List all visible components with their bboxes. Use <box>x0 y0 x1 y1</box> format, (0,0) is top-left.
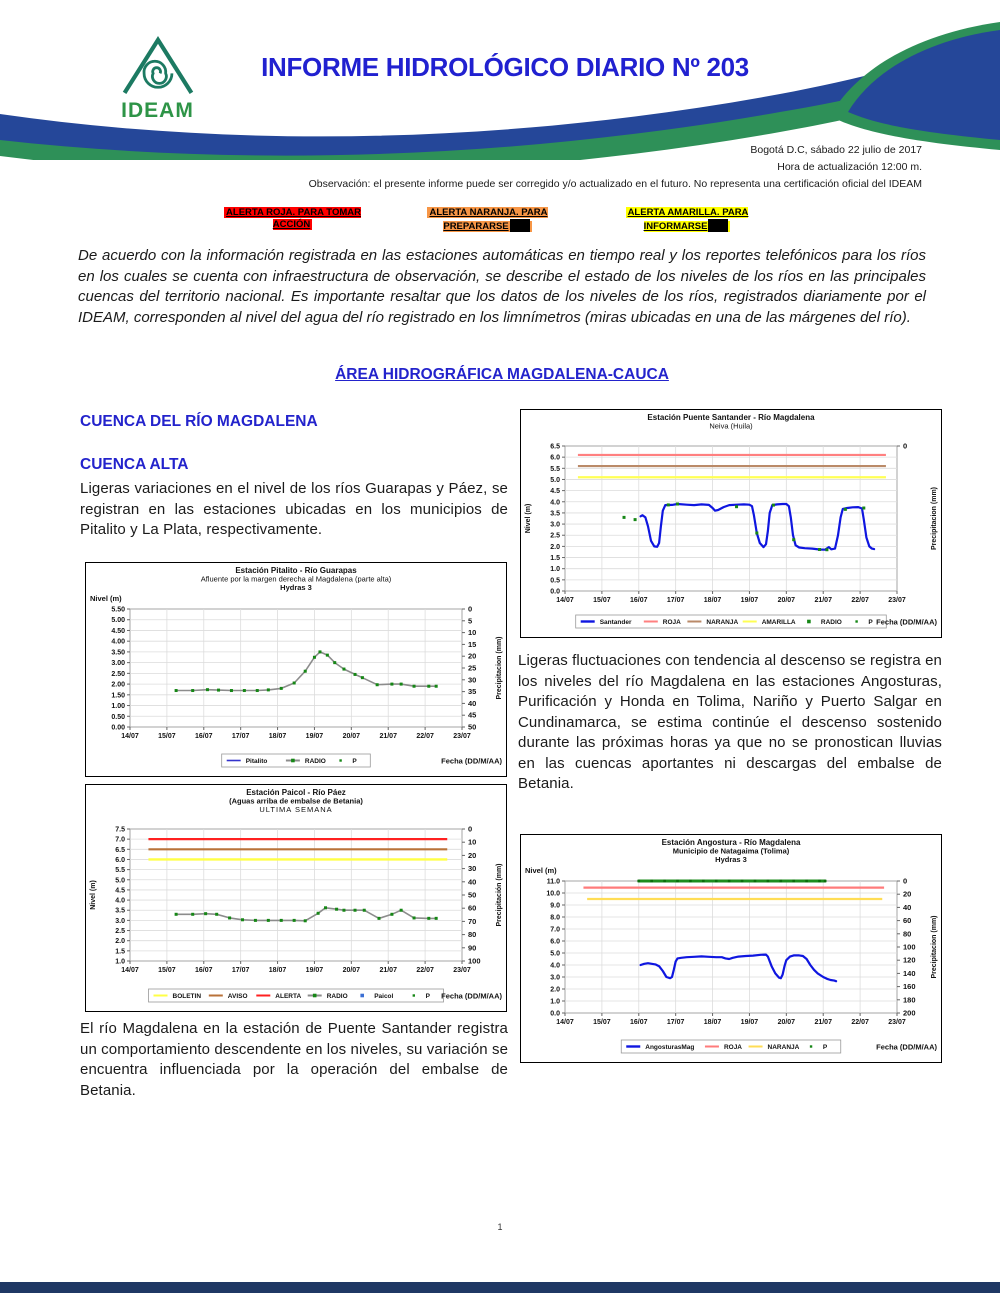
svg-text:0: 0 <box>468 824 473 834</box>
svg-text:Precipitacion (mm): Precipitacion (mm) <box>931 486 938 551</box>
svg-text:AMARILLA: AMARILLA <box>761 619 796 626</box>
page-number: 1 <box>497 1222 503 1232</box>
svg-text:20: 20 <box>903 889 912 899</box>
svg-text:40: 40 <box>468 877 477 887</box>
intro-paragraph: De acuerdo con la información registrada en las estaciones automáticas en tiempo real y los reportes telefónicos para los ríos en los cuales se cuenta con infraestructura de observación, se describe el estado de los niveles de los ríos en las principales cuencas del territorio nacional. Es importante resaltar que los datos de los niveles de los ríos, registrados diariamente por el IDEAM, corresponden al nivel del agua del río registrado en los limnímetros (miras ubicadas en una de las márgenes del río). <box>78 247 926 327</box>
svg-text:Nivel (m): Nivel (m) <box>90 594 122 603</box>
svg-text:0: 0 <box>903 441 908 451</box>
paragraph-puente-santander: El río Magdalena en la estación de Puente Santander registra un comportamiento descendente en los niveles, su variación se encuentra influenciada por la operación del embalse de Betania. <box>80 1020 509 1099</box>
svg-text:1.00: 1.00 <box>111 703 125 711</box>
chart-angostura-plot <box>521 835 941 1062</box>
svg-text:RADIO: RADIO <box>304 758 326 765</box>
svg-text:2.0: 2.0 <box>550 543 560 551</box>
svg-text:2.00: 2.00 <box>111 681 125 689</box>
svg-text:5.0: 5.0 <box>115 877 125 885</box>
update-time: Hora de actualización 12:00 m. <box>777 160 922 173</box>
svg-text:ROJA: ROJA <box>662 619 681 626</box>
svg-text:6.0: 6.0 <box>550 454 560 462</box>
svg-text:22/07: 22/07 <box>851 1019 869 1026</box>
svg-text:Hydras 3: Hydras 3 <box>715 855 747 864</box>
heading-cuenca-alta: CUENCA ALTA <box>80 456 189 473</box>
svg-text:Estación Pitalito - Río Guara: Estación Pitalito - Río Guarapas <box>235 566 357 575</box>
svg-text:3.5: 3.5 <box>115 907 125 915</box>
svg-text:Santander: Santander <box>599 619 632 626</box>
svg-text:BOLETIN: BOLETIN <box>172 993 202 1000</box>
paragraph-magdalena-descenso: Ligeras fluctuaciones con tendencia al descenso se registra en los niveles del río Magdalena en las estaciones Angosturas, Purificación y Honda en Tolima, Nariño y Puerto Salgar en Cundinamarca, se estima continúe el descenso sostenido durante las próximas horas ya que no se pronostican lluvias en las cuencas aportantes ni descargas del embalse de Betania. <box>518 652 942 793</box>
svg-text:22/07: 22/07 <box>416 967 434 974</box>
svg-text:4.50: 4.50 <box>111 627 125 635</box>
svg-text:80: 80 <box>468 930 477 940</box>
svg-text:14/07: 14/07 <box>556 1019 574 1026</box>
svg-text:7.5: 7.5 <box>115 826 125 834</box>
svg-text:20: 20 <box>468 850 477 860</box>
svg-text:0.50: 0.50 <box>111 713 125 721</box>
alert-red-label: ALERTA ROJA. PARA TOMAR ACCIÓN <box>226 207 361 231</box>
svg-text:Nivel (m): Nivel (m) <box>525 503 532 534</box>
svg-text:17/07: 17/07 <box>666 1019 685 1026</box>
svg-text:(Aguas arriba de embalse de Be: (Aguas arriba de embalse de Betania) <box>229 796 363 806</box>
svg-text:23/07: 23/07 <box>453 733 471 740</box>
chart-puente-santander-magdalena <box>520 409 942 638</box>
svg-text:15/07: 15/07 <box>158 967 176 974</box>
svg-text:0.0: 0.0 <box>550 1010 560 1018</box>
svg-text:10.0: 10.0 <box>546 890 560 898</box>
svg-text:Fecha (DD/M/AA): Fecha (DD/M/AA) <box>876 1042 937 1052</box>
svg-text:16/07: 16/07 <box>630 1019 648 1026</box>
svg-text:Fecha (DD/M/AA): Fecha (DD/M/AA) <box>876 617 937 627</box>
svg-text:4.5: 4.5 <box>550 488 560 496</box>
svg-text:6.0: 6.0 <box>550 938 560 946</box>
svg-text:6.5: 6.5 <box>550 443 560 451</box>
chart-pitalito-guarapas <box>85 562 507 777</box>
svg-text:RADIO: RADIO <box>326 993 348 1000</box>
svg-text:1.0: 1.0 <box>550 566 560 574</box>
svg-text:1.50: 1.50 <box>111 692 125 700</box>
svg-text:Estación Puente Santander - Rí: Estación Puente Santander - Río Magdalena <box>647 413 815 422</box>
svg-text:15/07: 15/07 <box>593 1019 611 1026</box>
svg-text:5.5: 5.5 <box>115 867 125 875</box>
chart-paicol-paez-plot <box>86 785 506 1011</box>
svg-text:18/07: 18/07 <box>703 597 722 604</box>
svg-text:1.0: 1.0 <box>550 998 560 1006</box>
svg-text:P: P <box>425 993 430 1000</box>
svg-text:Pitalito: Pitalito <box>245 758 268 765</box>
svg-text:14/07: 14/07 <box>121 733 139 740</box>
svg-text:20/07: 20/07 <box>777 597 796 604</box>
ideam-logo-mark <box>119 34 197 96</box>
svg-text:P: P <box>868 619 873 626</box>
svg-text:8.0: 8.0 <box>550 914 560 922</box>
chart-paicol-paez <box>85 784 507 1012</box>
svg-text:5.0: 5.0 <box>550 950 560 958</box>
svg-text:19/07: 19/07 <box>740 597 759 604</box>
svg-text:160: 160 <box>903 982 916 992</box>
svg-text:2.5: 2.5 <box>115 928 125 936</box>
svg-text:2.0: 2.0 <box>550 986 560 994</box>
svg-text:3.0: 3.0 <box>550 521 560 529</box>
svg-text:P: P <box>822 1044 828 1051</box>
svg-text:P: P <box>352 758 357 765</box>
svg-text:21/07: 21/07 <box>379 733 397 740</box>
svg-text:16/07: 16/07 <box>195 733 213 740</box>
svg-text:23/07: 23/07 <box>453 967 471 974</box>
ideam-logo <box>100 34 215 123</box>
svg-text:6.0: 6.0 <box>115 856 125 864</box>
svg-text:140: 140 <box>903 968 916 978</box>
svg-text:16/07: 16/07 <box>630 597 648 604</box>
svg-text:5.0: 5.0 <box>550 476 560 484</box>
svg-text:10: 10 <box>468 628 477 638</box>
svg-text:NARANJA: NARANJA <box>767 1044 800 1051</box>
svg-text:15/07: 15/07 <box>593 597 611 604</box>
svg-text:18/07: 18/07 <box>268 967 287 974</box>
svg-text:19/07: 19/07 <box>305 733 324 740</box>
observation-note: Observación: el presente informe puede ser corregido y/o actualizado en el futuro. No representa una certificación oficial del IDEAM <box>308 177 922 190</box>
section-title: ÁREA HIDROGRÁFICA MAGDALENA-CAUCA <box>335 366 669 383</box>
svg-text:Municipio de Natagaima (Tolima: Municipio de Natagaima (Tolima) <box>672 846 790 856</box>
svg-text:4.0: 4.0 <box>550 499 560 507</box>
svg-text:1.5: 1.5 <box>550 555 560 563</box>
svg-text:40: 40 <box>468 698 477 708</box>
svg-text:Precipitación (mm): Precipitación (mm) <box>496 863 503 927</box>
svg-text:0.00: 0.00 <box>111 724 125 732</box>
redaction-box <box>510 219 530 232</box>
svg-text:17/07: 17/07 <box>666 597 685 604</box>
ideam-logo-text: IDEAM <box>121 99 194 122</box>
svg-text:50: 50 <box>468 722 477 732</box>
svg-text:10: 10 <box>468 837 477 847</box>
svg-text:4.0: 4.0 <box>550 962 560 970</box>
svg-text:7.0: 7.0 <box>550 926 560 934</box>
svg-text:5.00: 5.00 <box>111 617 125 625</box>
svg-text:5.50: 5.50 <box>111 606 125 614</box>
svg-text:20/07: 20/07 <box>342 733 361 740</box>
alert-orange-label: ALERTA NARANJA. PARA PREPARARSE <box>429 207 548 233</box>
svg-text:Fecha (DD/M/AA): Fecha (DD/M/AA) <box>441 756 502 766</box>
svg-text:4.00: 4.00 <box>111 638 125 646</box>
svg-text:Fecha (DD/M/AA): Fecha (DD/M/AA) <box>441 991 502 1001</box>
svg-text:RADIO: RADIO <box>820 619 842 626</box>
svg-text:3.0: 3.0 <box>550 974 560 982</box>
svg-text:100: 100 <box>903 942 916 952</box>
report-date: Bogotá D.C, sábado 22 julio de 2017 <box>750 144 922 156</box>
svg-text:60: 60 <box>903 916 912 926</box>
footer-bar <box>0 1282 1000 1293</box>
svg-text:7.0: 7.0 <box>115 836 125 844</box>
svg-text:20/07: 20/07 <box>342 967 361 974</box>
svg-text:180: 180 <box>903 995 916 1005</box>
svg-text:23/07: 23/07 <box>888 597 906 604</box>
svg-text:21/07: 21/07 <box>379 967 397 974</box>
svg-text:0: 0 <box>468 604 473 614</box>
svg-text:200: 200 <box>903 1008 916 1018</box>
svg-text:16/07: 16/07 <box>195 967 213 974</box>
svg-text:14/07: 14/07 <box>556 597 574 604</box>
paragraph-cuenca-alta: Ligeras variaciones en el nivel de los ríos Guarapas y Páez, se registran en las estaciones ubicadas en los municipios de Pitalito y La Plata, respectivamente. <box>80 480 508 539</box>
svg-text:0.5: 0.5 <box>550 577 560 585</box>
redaction-box <box>708 219 728 232</box>
svg-text:30: 30 <box>468 864 477 874</box>
svg-text:3.5: 3.5 <box>550 510 560 518</box>
svg-text:20/07: 20/07 <box>777 1019 796 1026</box>
svg-text:40: 40 <box>903 902 912 912</box>
chart-puente-santander-plot <box>521 410 941 637</box>
svg-text:Hydras 3: Hydras 3 <box>280 583 312 592</box>
svg-text:19/07: 19/07 <box>740 1019 759 1026</box>
svg-text:Estación Paicol - Río Páez: Estación Paicol - Río Páez <box>246 788 346 797</box>
svg-text:Paicol: Paicol <box>374 993 394 1000</box>
svg-text:70: 70 <box>468 916 477 926</box>
chart-angostura-magdalena <box>520 834 942 1063</box>
alert-yellow-label: ALERTA AMARILLA. PARA INFORMARSE <box>627 207 749 233</box>
svg-text:21/07: 21/07 <box>814 1019 832 1026</box>
heading-cuenca-magdalena: CUENCA DEL RÍO MAGDALENA <box>80 413 318 430</box>
svg-text:Precipitacion (mm): Precipitacion (mm) <box>496 636 503 700</box>
svg-text:Nivel (m): Nivel (m) <box>90 880 97 910</box>
svg-text:60: 60 <box>468 903 477 913</box>
svg-text:2.50: 2.50 <box>111 670 125 678</box>
svg-text:90: 90 <box>468 943 477 953</box>
svg-text:3.50: 3.50 <box>111 649 125 657</box>
svg-text:11.0: 11.0 <box>546 878 560 886</box>
svg-text:6.5: 6.5 <box>115 846 125 854</box>
svg-text:20: 20 <box>468 651 477 661</box>
svg-text:Afluente por la margen derecha: Afluente por la margen derecha al Magdalena (parte alta) <box>200 574 392 584</box>
svg-text:22/07: 22/07 <box>416 733 434 740</box>
chart-pitalito-guarapas-plot <box>86 563 506 776</box>
svg-text:AngosturasMag: AngosturasMag <box>645 1044 695 1051</box>
svg-text:15/07: 15/07 <box>158 733 176 740</box>
svg-text:0.0: 0.0 <box>550 588 560 596</box>
svg-text:0: 0 <box>903 876 908 886</box>
svg-text:ROJA: ROJA <box>723 1044 743 1051</box>
report-meta <box>80 142 922 192</box>
svg-text:5.5: 5.5 <box>550 465 560 473</box>
svg-text:Precipitacion (mm): Precipitacion (mm) <box>931 915 938 979</box>
svg-text:AVISO: AVISO <box>227 993 248 1000</box>
svg-text:4.0: 4.0 <box>115 897 125 905</box>
svg-text:5: 5 <box>468 616 473 626</box>
svg-text:3.00: 3.00 <box>111 660 125 668</box>
svg-text:21/07: 21/07 <box>814 597 832 604</box>
svg-text:17/07: 17/07 <box>231 967 250 974</box>
svg-text:4.5: 4.5 <box>115 887 125 895</box>
svg-text:1.5: 1.5 <box>115 948 125 956</box>
svg-text:14/07: 14/07 <box>121 967 139 974</box>
svg-text:18/07: 18/07 <box>268 733 287 740</box>
svg-text:100: 100 <box>468 956 481 966</box>
svg-text:35: 35 <box>468 687 477 697</box>
svg-text:30: 30 <box>468 675 477 685</box>
svg-text:15: 15 <box>468 639 477 649</box>
svg-text:120: 120 <box>903 955 916 965</box>
svg-text:19/07: 19/07 <box>305 967 324 974</box>
svg-text:22/07: 22/07 <box>851 597 869 604</box>
svg-text:ALERTA: ALERTA <box>275 993 302 1000</box>
svg-text:ULTIMA SEMANA: ULTIMA SEMANA <box>259 805 333 814</box>
svg-text:2.0: 2.0 <box>115 938 125 946</box>
svg-text:3.0: 3.0 <box>115 917 125 925</box>
svg-text:45: 45 <box>468 710 477 720</box>
svg-text:Neiva (Huila): Neiva (Huila) <box>709 421 753 431</box>
svg-text:23/07: 23/07 <box>888 1019 906 1026</box>
svg-text:Nivel (m): Nivel (m) <box>525 866 557 875</box>
svg-text:2.5: 2.5 <box>550 532 560 540</box>
svg-text:9.0: 9.0 <box>550 902 560 910</box>
svg-text:NARANJA: NARANJA <box>706 619 739 626</box>
svg-text:25: 25 <box>468 663 477 673</box>
svg-text:1.0: 1.0 <box>115 958 125 966</box>
report-title: INFORME HIDROLÓGICO DIARIO Nº 203 <box>261 52 749 82</box>
svg-text:50: 50 <box>468 890 477 900</box>
svg-text:18/07: 18/07 <box>703 1019 722 1026</box>
svg-text:17/07: 17/07 <box>231 733 250 740</box>
svg-text:Estación Angostura - Río Magda: Estación Angostura - Río Magdalena <box>661 838 801 847</box>
svg-text:80: 80 <box>903 929 912 939</box>
